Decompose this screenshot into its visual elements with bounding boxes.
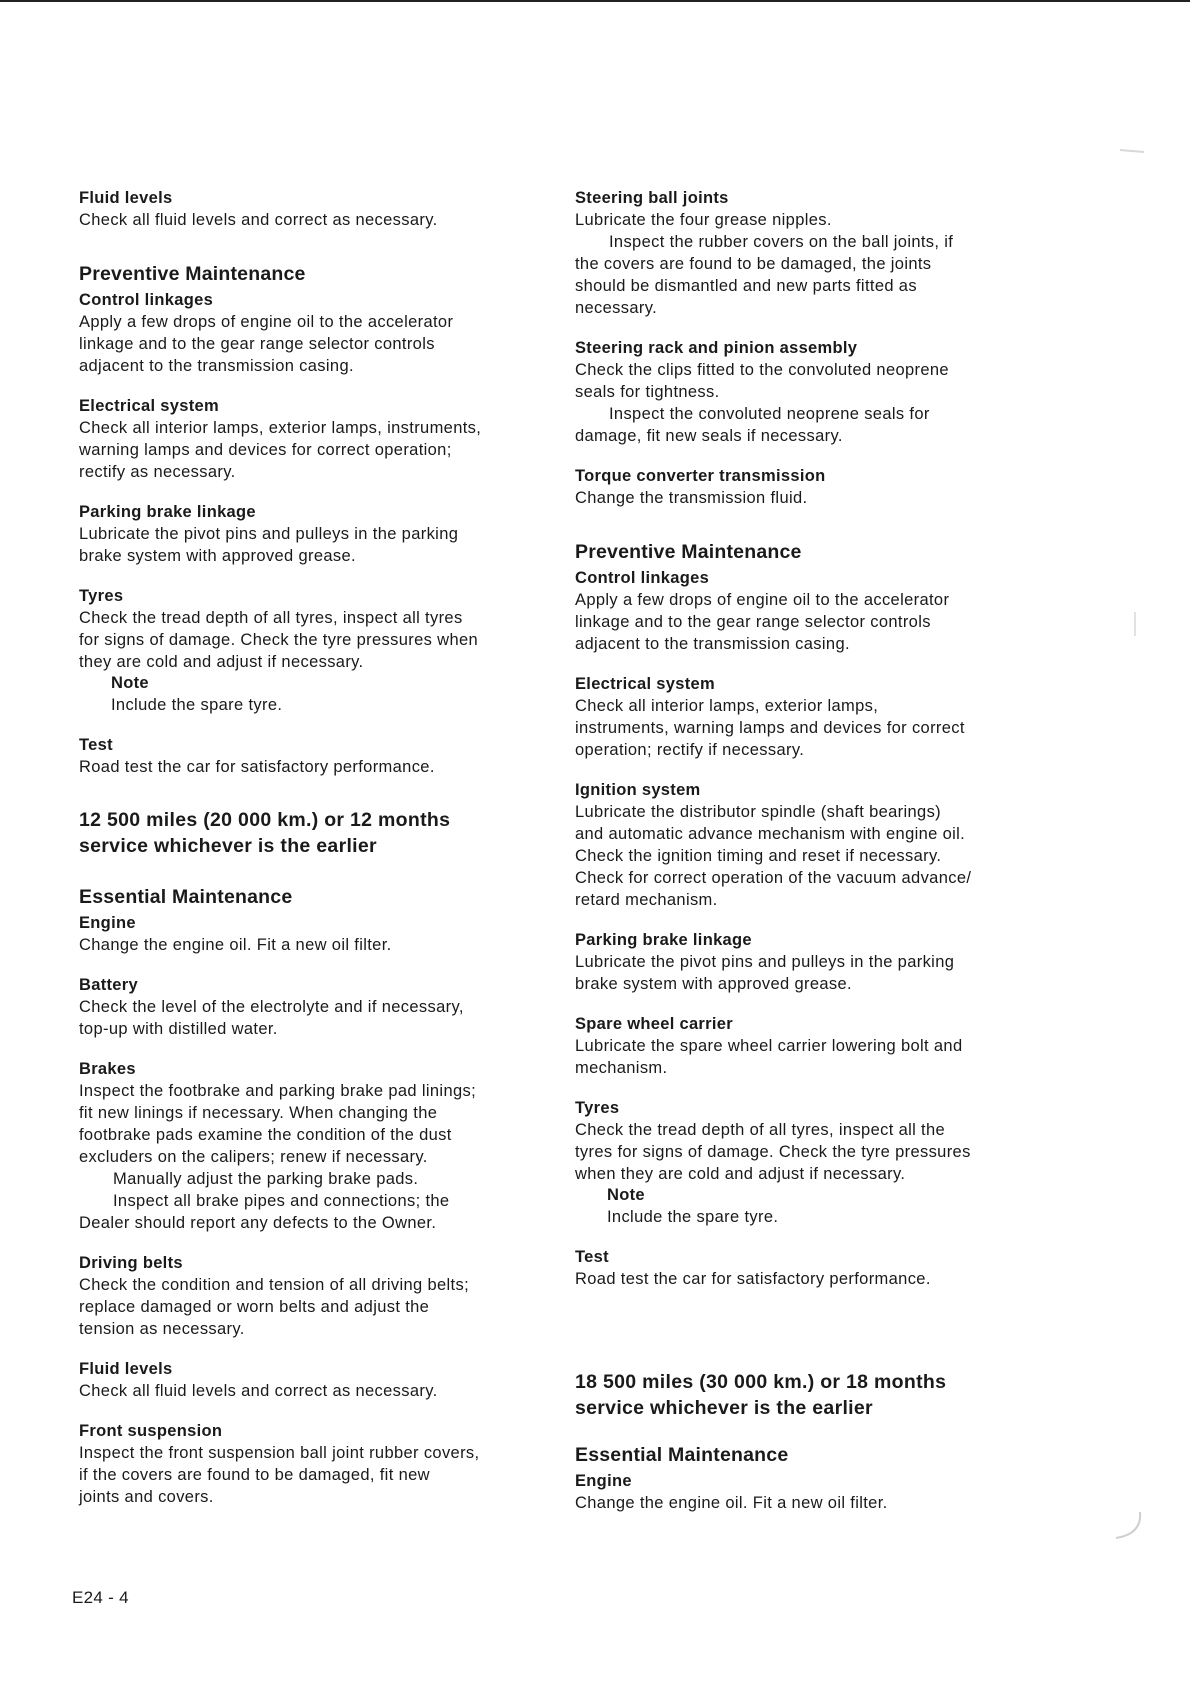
control-linkages-2-section	[575, 568, 1030, 655]
tyres-line: for signs of damage. Check the tyre pressures when	[79, 631, 479, 649]
torque-converter-text: Change the transmission fluid.	[575, 489, 808, 507]
electrical-system-2-section	[575, 674, 1030, 761]
electrical-system-line: rectify as necessary.	[79, 463, 236, 481]
control-linkages-title: Control linkages	[79, 291, 214, 309]
fluid-levels-2-section	[79, 1359, 549, 1402]
tyres-2-section	[575, 1098, 1030, 1228]
scan-mark	[1108, 1508, 1148, 1548]
parking-brake-2-title: Parking brake linkage	[575, 931, 752, 949]
engine-section	[79, 913, 549, 956]
steering-rack-para-2-cont: damage, fit new seals if necessary.	[575, 427, 843, 445]
tyres-line: Check the tread depth of all tyres, inspect all tyres	[79, 609, 463, 627]
steering-ball-joints-line: should be dismantled and new parts fitted as	[575, 277, 917, 295]
page-number: E24 - 4	[72, 1588, 129, 1607]
fluid-levels-2-title: Fluid levels	[79, 1360, 173, 1378]
steering-ball-joints-line: the covers are found to be damaged, the joints	[575, 255, 932, 273]
essential-maintenance-heading-2: Essential Maintenance	[575, 1444, 789, 1466]
ignition-system-title: Ignition system	[575, 781, 701, 799]
parking-brake-line: Lubricate the pivot pins and pulleys in the parking	[79, 525, 459, 543]
electrical-system-2-line: instruments, warning lamps and devices for correct	[575, 719, 965, 737]
front-suspension-line: joints and covers.	[79, 1488, 214, 1506]
interval-2-line-1: 18 500 miles (30 000 km.) or 18 months	[575, 1371, 947, 1393]
tyres-note-text: Include the spare tyre.	[111, 696, 283, 714]
control-linkages-2-line: linkage and to the gear range selector controls	[575, 613, 931, 631]
spare-wheel-line: Lubricate the spare wheel carrier lowering bolt and	[575, 1037, 963, 1055]
battery-line: Check the level of the electrolyte and if necessary,	[79, 998, 464, 1016]
fluid-levels-text: Check all fluid levels and correct as necessary.	[79, 211, 438, 229]
control-linkages-line: Apply a few drops of engine oil to the accelerator	[79, 313, 454, 331]
interval-line-2: service whichever is the earlier	[79, 835, 377, 857]
brakes-line: footbrake pads examine the condition of the dust	[79, 1126, 452, 1144]
brakes-line: Inspect the footbrake and parking brake pad linings;	[79, 1082, 477, 1100]
front-suspension-section	[79, 1421, 549, 1508]
tyres-2-line: tyres for signs of damage. Check the tyre pressures	[575, 1143, 971, 1161]
front-suspension-title: Front suspension	[79, 1422, 223, 1440]
brakes-line: excluders on the calipers; renew if necessary.	[79, 1148, 428, 1166]
engine-title: Engine	[79, 914, 136, 932]
brakes-line: fit new linings if necessary. When changing the	[79, 1104, 438, 1122]
engine-2-section	[575, 1471, 1030, 1514]
electrical-system-title: Electrical system	[79, 397, 219, 415]
steering-rack-para-2: Inspect the convoluted neoprene seals for	[609, 405, 930, 423]
driving-belts-title: Driving belts	[79, 1254, 183, 1272]
electrical-system-line: Check all interior lamps, exterior lamps, instruments,	[79, 419, 482, 437]
steering-rack-section	[575, 338, 1030, 447]
fluid-levels-title: Fluid levels	[79, 189, 173, 207]
engine-text: Change the engine oil. Fit a new oil filter.	[79, 936, 392, 954]
ignition-system-line: retard mechanism.	[575, 891, 718, 909]
battery-title: Battery	[79, 976, 138, 994]
engine-2-title: Engine	[575, 1472, 632, 1490]
brakes-para-3: Inspect all brake pipes and connections; the	[113, 1192, 450, 1210]
tyres-line: they are cold and adjust if necessary.	[79, 653, 364, 671]
test-2-text: Road test the car for satisfactory performance.	[575, 1270, 931, 1288]
top-rule	[0, 0, 1190, 2]
tyres-2-note-text: Include the spare tyre.	[607, 1208, 779, 1226]
steering-ball-joints-line: necessary.	[575, 299, 658, 317]
control-linkages-section	[79, 290, 549, 377]
test-section	[79, 735, 549, 778]
essential-maintenance-heading: Essential Maintenance	[79, 886, 293, 908]
tyres-title: Tyres	[79, 587, 124, 605]
left-column	[79, 188, 549, 1508]
driving-belts-line: replace damaged or worn belts and adjust the	[79, 1298, 430, 1316]
test-2-section	[575, 1247, 1030, 1290]
control-linkages-2-line: adjacent to the transmission casing.	[575, 635, 850, 653]
steering-ball-joints-line: Lubricate the four grease nipples.	[575, 211, 832, 229]
tyres-2-title: Tyres	[575, 1099, 620, 1117]
parking-brake-2-line: Lubricate the pivot pins and pulleys in the parking	[575, 953, 955, 971]
brakes-para-2: Manually adjust the parking brake pads.	[113, 1170, 419, 1188]
test-text: Road test the car for satisfactory performance.	[79, 758, 435, 776]
driving-belts-line: Check the condition and tension of all driving belts;	[79, 1276, 470, 1294]
tyres-note-title: Note	[111, 674, 149, 692]
ignition-system-line: Check for correct operation of the vacuum advance/	[575, 869, 972, 887]
test-2-title: Test	[575, 1248, 609, 1266]
test-title: Test	[79, 736, 113, 754]
parking-brake-title: Parking brake linkage	[79, 503, 256, 521]
control-linkages-line: adjacent to the transmission casing.	[79, 357, 354, 375]
ignition-system-line: and automatic advance mechanism with engine oil.	[575, 825, 966, 843]
ignition-system-line: Check the ignition timing and reset if necessary.	[575, 847, 942, 865]
scan-mark	[1118, 140, 1148, 160]
preventive-maintenance-heading: Preventive Maintenance	[79, 263, 306, 285]
electrical-system-line: warning lamps and devices for correct operation;	[79, 441, 452, 459]
fluid-levels-2-text: Check all fluid levels and correct as necessary.	[79, 1382, 438, 1400]
engine-2-text: Change the engine oil. Fit a new oil filter.	[575, 1494, 888, 1512]
control-linkages-2-line: Apply a few drops of engine oil to the accelerator	[575, 591, 950, 609]
brakes-section	[79, 1059, 549, 1234]
parking-brake-2-line: brake system with approved grease.	[575, 975, 852, 993]
control-linkages-2-title: Control linkages	[575, 569, 710, 587]
tyres-2-line: Check the tread depth of all tyres, inspect all the	[575, 1121, 946, 1139]
interval-2-line-2: service whichever is the earlier	[575, 1397, 873, 1419]
right-column	[575, 188, 1030, 1514]
ignition-system-section	[575, 780, 1030, 911]
electrical-system-2-line: operation; rectify if necessary.	[575, 741, 805, 759]
front-suspension-line: if the covers are found to be damaged, fit new	[79, 1466, 430, 1484]
front-suspension-line: Inspect the front suspension ball joint rubber covers,	[79, 1444, 480, 1462]
preventive-maintenance-heading-2: Preventive Maintenance	[575, 541, 802, 563]
steering-ball-joints-title: Steering ball joints	[575, 189, 729, 207]
battery-section	[79, 975, 549, 1040]
fluid-levels-section	[79, 188, 549, 231]
spare-wheel-section	[575, 1014, 1030, 1079]
parking-brake-section	[79, 502, 549, 567]
driving-belts-line: tension as necessary.	[79, 1320, 245, 1338]
scan-mark	[1130, 610, 1140, 640]
steering-ball-joints-section	[575, 188, 1030, 319]
battery-line: top-up with distilled water.	[79, 1020, 278, 1038]
parking-brake-2-section	[575, 930, 1030, 995]
electrical-system-2-line: Check all interior lamps, exterior lamps,	[575, 697, 879, 715]
interval-heading-2	[575, 1369, 1030, 1421]
brakes-title: Brakes	[79, 1060, 136, 1078]
interval-heading	[79, 807, 549, 859]
electrical-system-2-title: Electrical system	[575, 675, 715, 693]
ignition-system-line: Lubricate the distributor spindle (shaft bearings)	[575, 803, 942, 821]
electrical-system-section	[79, 396, 549, 483]
steering-ball-joints-para-2: Inspect the rubber covers on the ball joints, if	[609, 233, 954, 251]
tyres-2-note-title: Note	[607, 1186, 645, 1204]
spare-wheel-title: Spare wheel carrier	[575, 1015, 733, 1033]
torque-converter-title: Torque converter transmission	[575, 467, 826, 485]
torque-converter-section	[575, 466, 1030, 509]
spare-wheel-line: mechanism.	[575, 1059, 668, 1077]
tyres-section	[79, 586, 549, 716]
brakes-para-3-cont: Dealer should report any defects to the Owner.	[79, 1214, 437, 1232]
steering-rack-line: seals for tightness.	[575, 383, 720, 401]
parking-brake-line: brake system with approved grease.	[79, 547, 356, 565]
tyres-2-line: when they are cold and adjust if necessary.	[575, 1165, 906, 1183]
interval-line-1: 12 500 miles (20 000 km.) or 12 months	[79, 809, 451, 831]
driving-belts-section	[79, 1253, 549, 1340]
control-linkages-line: linkage and to the gear range selector controls	[79, 335, 435, 353]
steering-rack-title: Steering rack and pinion assembly	[575, 339, 858, 357]
steering-rack-line: Check the clips fitted to the convoluted neoprene	[575, 361, 949, 379]
